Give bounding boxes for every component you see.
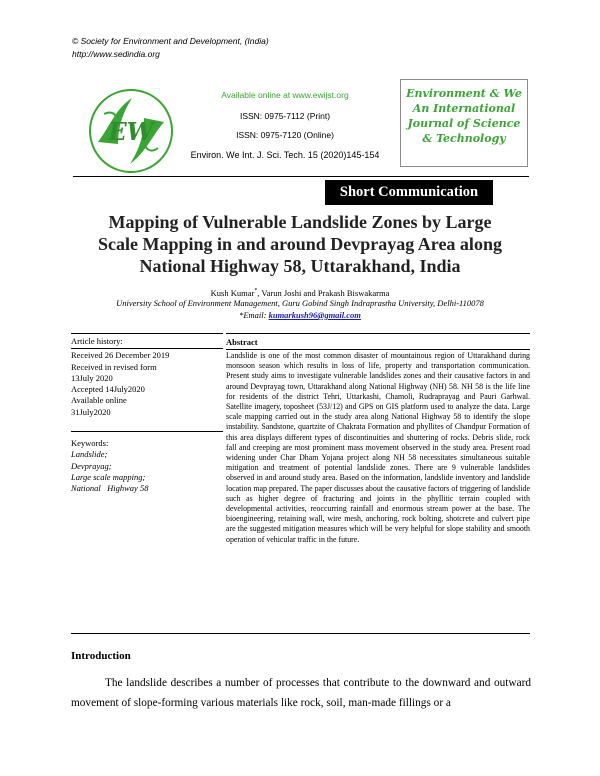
- article-title-line-1: Mapping of Vulnerable Landslide Zones by Large: [108, 212, 492, 232]
- keyword-1: Landslide;: [71, 449, 108, 460]
- email-label: *Email:: [239, 310, 269, 320]
- available-online-text: Available online at www.ewijst.org: [221, 90, 349, 100]
- keyword-2: Devprayag;: [71, 460, 112, 471]
- citation-line: Environ. We Int. J. Sci. Tech. 15 (2020)145-154: [190, 150, 380, 160]
- journal-name-line-2: An International: [412, 102, 516, 115]
- issn-print: ISSN: 0975-7112 (Print): [239, 111, 331, 121]
- logo-graphic: [88, 88, 174, 174]
- introduction-heading: Introduction: [71, 650, 131, 662]
- keywords-block: [71, 438, 221, 494]
- history-top-rule: [71, 333, 223, 334]
- history-heading: Article history:: [71, 336, 123, 346]
- history-online-label: Available online: [71, 395, 127, 406]
- abstract-heading: Abstract: [226, 337, 258, 347]
- introduction-text: The landslide describes a number of processes that contribute to the downward and outward movement of slope-forming various materials like rock, soil, man-made fillings or a: [71, 677, 531, 709]
- article-type-banner: Short Communication: [325, 180, 493, 205]
- article-title-line-2: Scale Mapping in and around Devprayag Area along: [98, 234, 502, 254]
- article-title-line-3: National Highway 58, Uttarakhand, India: [139, 256, 461, 276]
- copyright-line: © Society for Environment and Development, (India): [72, 36, 269, 46]
- author-rest: , Varun Joshi and Prakash Biswakarma: [257, 287, 390, 298]
- issn-online: ISSN: 0975-7120 (Online): [236, 130, 334, 140]
- website-line: http://www.sedindia.org: [72, 49, 160, 59]
- journal-name-line-3: Journal of Science: [407, 117, 521, 130]
- history-online-date: 31July2020: [71, 406, 111, 417]
- keyword-3: Large scale mapping;: [71, 471, 146, 482]
- journal-name-line-4: & Technology: [422, 132, 506, 145]
- affiliation: University School of Environment Management, Guru Gobind Singh Indraprastha University, Delhi-110078: [116, 298, 484, 308]
- history-rule: [71, 348, 223, 349]
- email-link[interactable]: kumarkush96@gmail.com: [268, 310, 361, 320]
- abstract-heading-rule: [226, 349, 530, 350]
- abstract-top-rule: [226, 333, 530, 334]
- journal-name-box: [400, 79, 528, 167]
- history-accepted: Accepted 14July2020: [71, 384, 145, 395]
- abstract-bottom-rule: [71, 633, 530, 634]
- author-first: Kush Kumar: [210, 287, 255, 298]
- journal-logo: [88, 88, 174, 174]
- keywords-top-rule: [71, 431, 223, 432]
- author-list: [60, 286, 540, 298]
- svg-text:EW: EW: [108, 117, 154, 146]
- history-revised-label: Received in revised form: [71, 361, 157, 372]
- article-history: [71, 336, 221, 418]
- header-divider: [73, 176, 529, 177]
- corresponding-mark: *: [254, 288, 258, 294]
- abstract-text: Landslide is one of the most common disaster of mountainous region of Uttarakhand during monsoon season which results in loss of life, property and transportation communication. Present study aims to investigate vulnerable landslides zones and their causative factors in and around Devprayag town, Uttarakhand along National Highway (NH) 58. NH 58 is the life line for residents of the district Tehri, Uttarkashi, Chamoli, Rudraprayag and Pauri Garhwal. Satellite imagery, toposheet (53J/12) and GPS on GIS platform used to analyze the data. Large scale mapping carried out in the study area along National Highway 58 to identify the slope instability. Sandstone, quartzite of Chakrata Formation and phyllites of Chandpur Formation of this area displays different types of discontinuities and shuttering of rocks. Debris slide, rock fall and creeping are most prominent mass movement observed in the study area. Present road widening under Char Dham Yojana project along NH 58 necessitates simultaneous suitable mitigation and treatment of potential landslide zones. There are 9 vulnerable landslides observed in and around study area. Based on the information, landslide inventory and landslide location map prepared. The paper discusses about the causative factors of triggering of landslide such as higher degree of fracturing and joints in the phyllitic terrain coupled with developmental activities, reoccurring rainfall and enormous stream power at the base. The bioengineering, retaining wall, wire mesh, anchoring, rock bolting, shotcrete and culvert pipe are the suggested mitigation measures which will be very helpful for slope stability and smooth operation of vehicular traffic in the future.: [226, 351, 530, 544]
- journal-name-line-1: Environment & We: [406, 87, 522, 100]
- history-received: Received 26 December 2019: [71, 350, 170, 361]
- keyword-4: National Highway 58: [71, 483, 149, 494]
- history-revised-date: 13July 2020: [71, 372, 113, 383]
- email-line: [60, 310, 540, 320]
- keywords-heading: Keywords:: [71, 438, 109, 448]
